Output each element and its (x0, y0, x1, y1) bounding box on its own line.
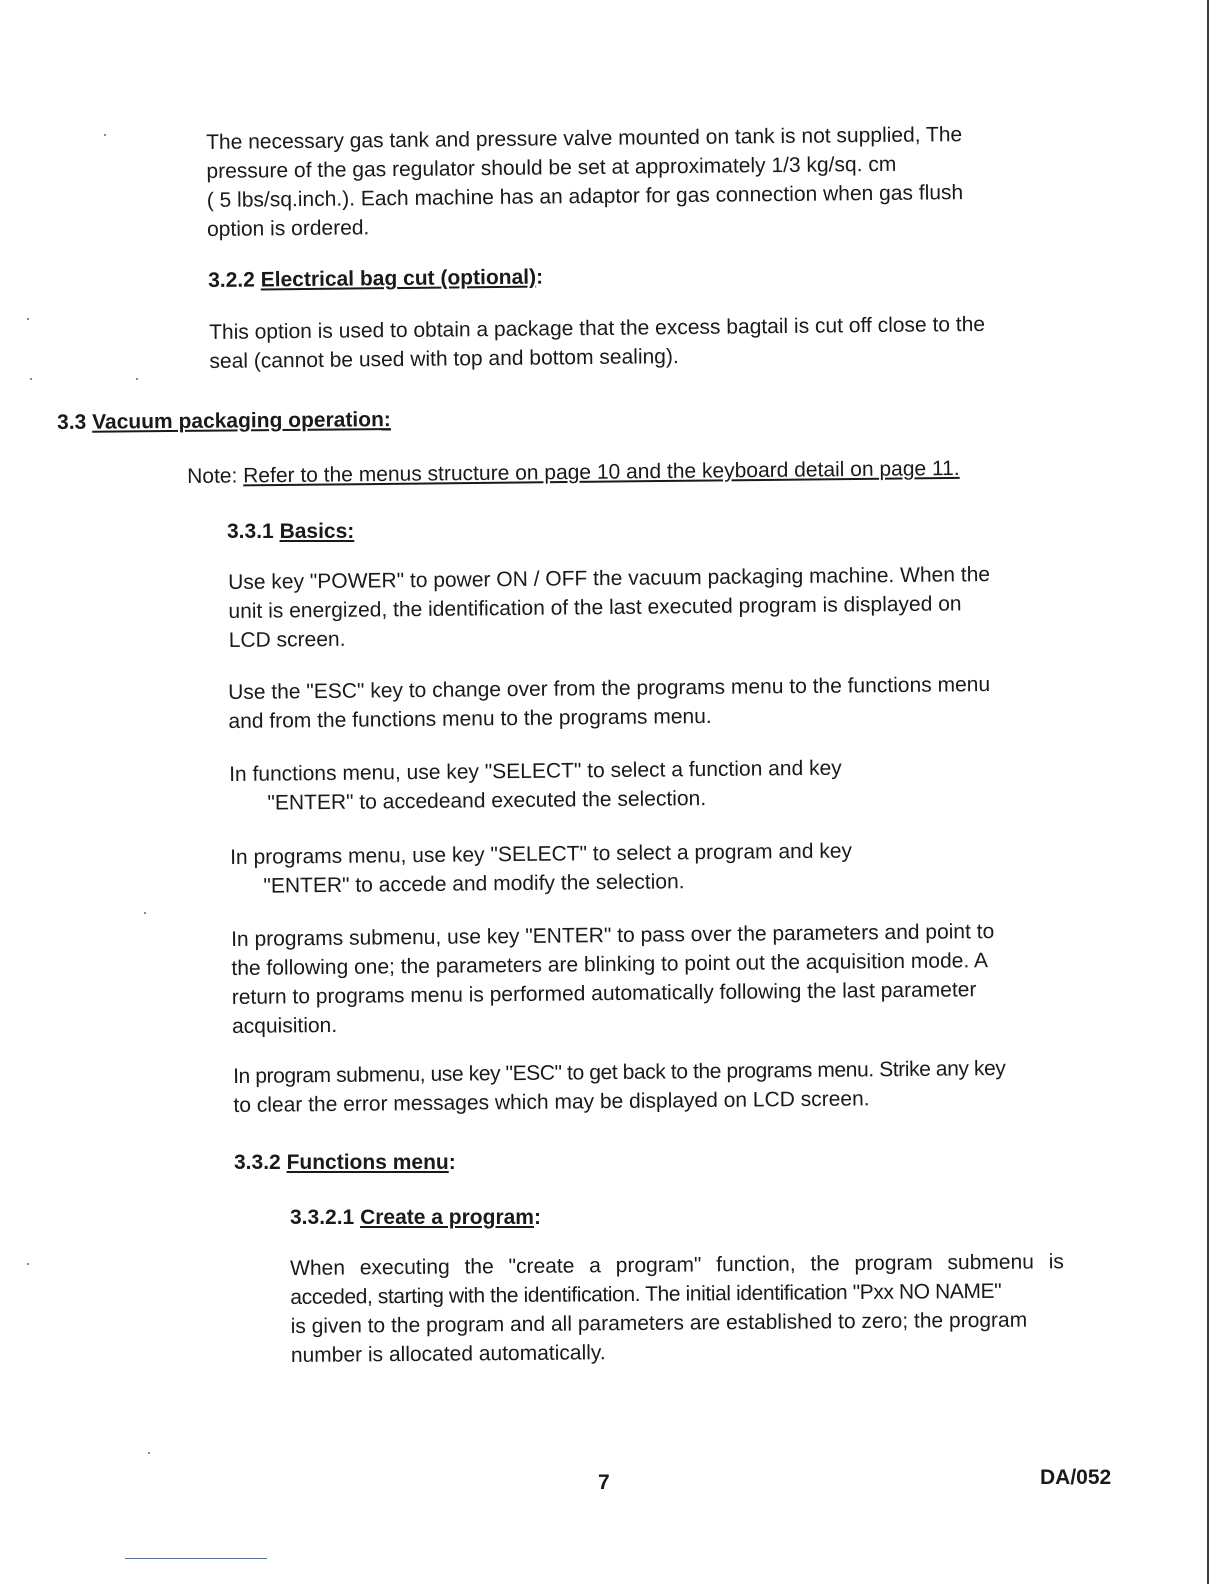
scan-speck (27, 1263, 29, 1265)
body-line: In programs submenu, use key "ENTER" to pass over the parameters and point to (231, 920, 995, 951)
section-title: Basics: (279, 520, 355, 543)
body-line: to clear the error messages which may be displayed on LCD screen. (233, 1087, 870, 1117)
body-line: acquisition. (231, 1013, 338, 1038)
note-label: Note: (187, 464, 238, 488)
section-number: 3.3.2 (234, 1151, 281, 1174)
basics-paragraph-5 (231, 917, 995, 1041)
intro-paragraph (206, 120, 964, 244)
basics-paragraph-1 (228, 560, 991, 655)
body-line: Use the "ESC" key to change over from the programs menu to the functions menu (228, 673, 991, 704)
body-line: return to programs menu is performed automatically following the last parameter (231, 978, 977, 1009)
section-number: 3.3.2.1 (290, 1206, 355, 1229)
page-number: 7 (598, 1471, 610, 1494)
body-line-indented: "ENTER" to accede and modify the selection. (263, 870, 685, 898)
body-line: seal (cannot be used with top and bottom sealing). (209, 345, 679, 373)
section-title: Vacuum packaging operation: (92, 408, 391, 434)
section-3-2-2-body (209, 310, 986, 376)
body-line: the following one; the parameters are blinking to point out the acquisition mode. A (231, 949, 989, 980)
body-line: When executing the "create a program" function, the program submenu is (290, 1250, 1064, 1280)
note-line (187, 454, 960, 491)
section-title: Create a program (360, 1206, 534, 1229)
basics-paragraph-6 (233, 1054, 1006, 1120)
section-3-3-1-heading (227, 520, 354, 544)
body-line: In programs menu, use key "SELECT" to select a program and key (230, 839, 853, 869)
scan-speck (136, 378, 138, 380)
intro-line: The necessary gas tank and pressure valve mounted on tank is not supplied, The (206, 123, 963, 154)
section-suffix: : (535, 265, 544, 289)
body-line: unit is energized, the identification of the last executed program is displayed on (228, 592, 962, 623)
section-title: Electrical bag cut (optional) (260, 265, 537, 292)
body-line: In functions menu, use key "SELECT" to select a function and key (229, 756, 842, 786)
body-line: LCD screen. (228, 627, 346, 652)
body-line: This option is used to obtain a package that the excess bagtail is cut off close to the (209, 312, 986, 344)
section-number: 3.2.2 (208, 268, 255, 292)
section-number: 3.3 (57, 410, 87, 434)
section-suffix: : (448, 1151, 456, 1174)
basics-paragraph-2 (228, 670, 991, 736)
section-number: 3.3.1 (227, 520, 274, 543)
body-line: acceded, starting with the identification. The initial identification "Pxx NO NAME" (290, 1279, 1002, 1309)
basics-paragraph-3 (229, 754, 842, 818)
basics-paragraph-4 (230, 836, 852, 901)
section-3-3-2-1-heading (290, 1206, 541, 1230)
create-program-paragraph (290, 1247, 1091, 1370)
body-line-indented: "ENTER" to accedeand executed the selection. (267, 787, 707, 815)
section-suffix: : (533, 1206, 541, 1229)
scan-speck (27, 318, 29, 320)
scan-speck (148, 1452, 150, 1454)
document-reference: DA/052 (1040, 1466, 1112, 1489)
body-line: number is allocated automatically. (290, 1341, 606, 1367)
bottom-rule (125, 1558, 267, 1559)
body-line: and from the functions menu to the programs menu. (228, 704, 712, 733)
intro-line: pressure of the gas regulator should be set at approximately 1/3 kg/sq. cm (206, 152, 897, 183)
scan-speck (104, 134, 106, 136)
page-edge-line (1207, 0, 1209, 1584)
body-line: In program submenu, use key "ESC" to get back to the programs menu. Strike any key (233, 1056, 1006, 1088)
intro-line: option is ordered. (206, 216, 370, 241)
section-3-2-2-heading (208, 265, 543, 293)
section-3-3-2-heading (234, 1151, 456, 1175)
note-reference: Refer to the menus structure on page 10 and the keyboard detail on page 11. (243, 456, 960, 488)
section-title: Functions menu (286, 1151, 449, 1174)
scan-speck (30, 378, 32, 380)
body-line: Use key "POWER" to power ON / OFF the vacuum packaging machine. When the (228, 563, 991, 594)
section-3-3-heading (57, 408, 391, 435)
scan-speck (144, 912, 146, 914)
body-line: is given to the program and all parameters are established to zero; the program (290, 1308, 1028, 1338)
intro-line: ( 5 lbs/sq.inch.). Each machine has an adaptor for gas connection when gas flush (206, 181, 964, 212)
